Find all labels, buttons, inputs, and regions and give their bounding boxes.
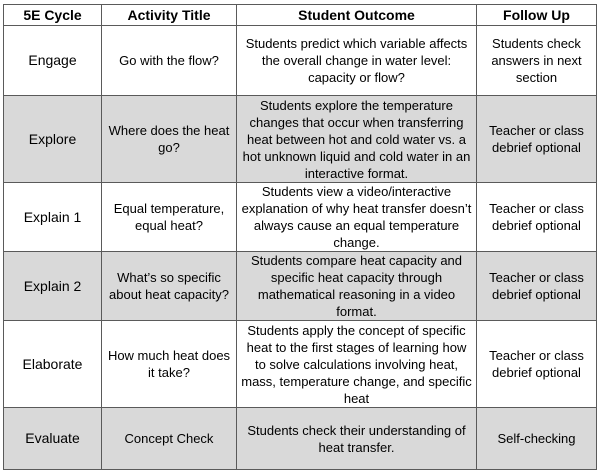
followup-cell: Self-checking — [477, 408, 597, 470]
activity-cell: Go with the flow? — [102, 26, 237, 96]
followup-cell: Teacher or class debrief optional — [477, 183, 597, 252]
table-row-evaluate — [4, 408, 597, 470]
followup-cell: Teacher or class debrief optional — [477, 96, 597, 183]
outcome-cell: Students explore the temperature changes that occur when transferring heat between hot and cold water vs. a hot unknown liquid and cold water in an interactive format. — [237, 96, 477, 183]
table-row-explain-2 — [4, 252, 597, 321]
header-5e-cycle: 5E Cycle — [4, 5, 102, 26]
lesson-plan-table — [3, 4, 597, 470]
outcome-cell: Students view a video/interactive explanation of why heat transfer doesn’t always cause an equal temperature change. — [237, 183, 477, 252]
activity-cell: Where does the heat go? — [102, 96, 237, 183]
header-activity-title: Activity Title — [102, 5, 237, 26]
activity-cell: Equal temperature, equal heat? — [102, 183, 237, 252]
cycle-cell: Explore — [4, 96, 102, 183]
followup-cell: Students check answers in next section — [477, 26, 597, 96]
table-row-explore — [4, 96, 597, 183]
table-row-elaborate — [4, 321, 597, 408]
followup-cell: Teacher or class debrief optional — [477, 252, 597, 321]
table-row-explain-1 — [4, 183, 597, 252]
outcome-cell: Students check their understanding of heat transfer. — [237, 408, 477, 470]
cycle-cell: Elaborate — [4, 321, 102, 408]
activity-cell: How much heat does it take? — [102, 321, 237, 408]
activity-cell: What’s so specific about heat capacity? — [102, 252, 237, 321]
outcome-cell: Students compare heat capacity and specific heat capacity through mathematical reasoning in a video format. — [237, 252, 477, 321]
outcome-cell: Students apply the concept of specific heat to the first stages of learning how to solve calculations involving heat, mass, temperature change, and specific heat — [237, 321, 477, 408]
followup-cell: Teacher or class debrief optional — [477, 321, 597, 408]
cycle-cell: Engage — [4, 26, 102, 96]
cycle-cell: Explain 2 — [4, 252, 102, 321]
outcome-cell: Students predict which variable affects the overall change in water level: capacity or flow? — [237, 26, 477, 96]
activity-cell: Concept Check — [102, 408, 237, 470]
table-row-engage — [4, 26, 597, 96]
cycle-cell: Explain 1 — [4, 183, 102, 252]
header-row — [4, 5, 597, 26]
cycle-cell: Evaluate — [4, 408, 102, 470]
header-student-outcome: Student Outcome — [237, 5, 477, 26]
header-follow-up: Follow Up — [477, 5, 597, 26]
